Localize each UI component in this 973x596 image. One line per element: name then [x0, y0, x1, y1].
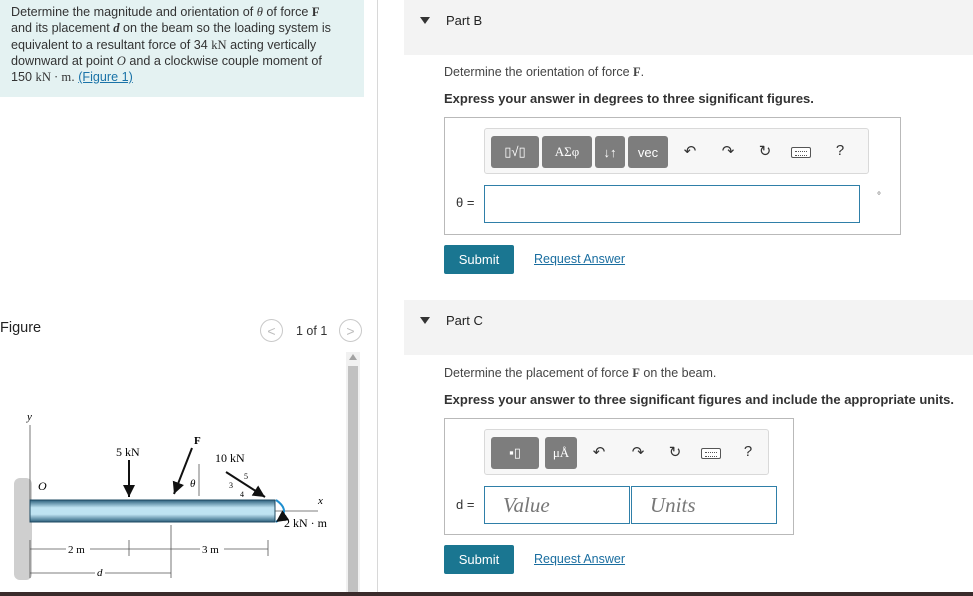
value-placeholder: Value	[503, 493, 550, 517]
vector-button[interactable]: vec	[628, 136, 668, 168]
units-input[interactable]	[631, 486, 777, 524]
beam	[30, 500, 275, 522]
unit-kN: kN	[211, 37, 227, 52]
beam-diagram	[0, 400, 345, 592]
problem-text: acting vertically	[226, 37, 317, 52]
force-F-symbol: F	[311, 5, 320, 19]
reset-icon[interactable]: ↻	[758, 143, 772, 160]
problem-text: .	[71, 70, 79, 85]
slope-4-label: 4	[240, 490, 244, 499]
greek-symbols-button[interactable]: ΑΣφ	[542, 136, 592, 168]
dim-3m-label: 3 m	[202, 544, 219, 556]
slope-3-label: 3	[229, 481, 233, 490]
problem-text: and its placement	[11, 21, 114, 36]
force-F-label: F	[194, 435, 201, 447]
part-c-request-answer-link[interactable]: Request Answer	[534, 552, 626, 566]
value-input[interactable]	[484, 486, 630, 524]
force-F-symbol: F	[633, 65, 641, 79]
part-c-label: Part C	[446, 313, 483, 328]
problem-text: on the beam so the loading system is	[119, 21, 331, 36]
force-5kN-label: 5 kN	[116, 445, 140, 459]
figure-link[interactable]: (Figure 1)	[78, 70, 133, 85]
figure-scrollbar[interactable]	[346, 352, 360, 596]
reset-icon[interactable]: ↻	[668, 444, 682, 461]
undo-icon[interactable]: ↶	[592, 444, 606, 461]
figure-prev-button[interactable]: <	[260, 319, 283, 342]
part-b-prompt	[444, 65, 644, 80]
theta-label: θ	[190, 478, 196, 490]
problem-text: 150	[11, 70, 36, 85]
part-b-submit-button[interactable]: Submit	[444, 245, 514, 274]
force-10kN-label: 10 kN	[215, 451, 245, 465]
help-icon[interactable]: ?	[835, 142, 845, 159]
units-placeholder: Units	[650, 493, 696, 517]
redo-icon[interactable]: ↷	[721, 143, 735, 160]
dim-d-label: d	[97, 567, 103, 579]
origin-label: O	[38, 479, 47, 493]
templates-button[interactable]: ▯√▯	[491, 136, 539, 168]
problem-text: equivalent to a resultant force of 34	[11, 37, 212, 52]
d-symbol: d	[113, 21, 120, 36]
theta-symbol: θ	[256, 5, 263, 19]
prompt-text: on the beam.	[639, 366, 717, 380]
theta-variable-label: θ =	[456, 195, 475, 210]
figure-count: 1 of 1	[296, 324, 328, 338]
couple-moment-label: 2 kN · m	[284, 516, 327, 530]
collapse-caret-icon[interactable]	[420, 317, 430, 324]
column-divider	[377, 0, 378, 596]
redo-icon[interactable]: ↷	[631, 444, 645, 461]
prompt-text: Determine the orientation of force	[444, 65, 633, 79]
help-icon[interactable]: ?	[743, 443, 753, 460]
part-b-label: Part B	[446, 13, 483, 28]
keyboard-icon[interactable]	[791, 147, 811, 158]
problem-text: and a clockwise couple moment of	[125, 53, 322, 68]
problem-statement	[0, 0, 364, 97]
part-c-header[interactable]	[404, 300, 973, 355]
keyboard-icon[interactable]	[701, 448, 721, 459]
part-b-answer-box	[444, 117, 901, 235]
y-axis-label: y	[27, 411, 32, 423]
templates-button[interactable]: ▪▯	[491, 437, 539, 469]
problem-text: Determine the magnitude and orientation of	[11, 5, 257, 19]
part-c-prompt	[444, 366, 716, 381]
part-b-request-answer-link[interactable]: Request Answer	[534, 252, 626, 266]
bottom-border	[0, 592, 973, 596]
theta-answer-input[interactable]	[484, 185, 860, 223]
force-F-symbol: F	[632, 366, 640, 380]
wall-support	[14, 478, 32, 580]
figure-next-button[interactable]: >	[339, 319, 362, 342]
part-b-header[interactable]	[404, 0, 973, 55]
d-variable-label: d =	[456, 497, 475, 512]
point-O-symbol: O	[116, 53, 126, 68]
scroll-up-arrow-icon[interactable]	[349, 354, 357, 360]
x-axis-label: x	[318, 495, 323, 507]
scrollbar-thumb[interactable]	[348, 366, 358, 596]
prompt-text: .	[640, 65, 645, 79]
degree-unit-label: °	[877, 191, 881, 202]
units-toolbar	[484, 429, 769, 475]
undo-icon[interactable]: ↶	[683, 143, 697, 160]
part-c-answer-box	[444, 418, 794, 535]
dim-2m-label: 2 m	[68, 544, 85, 556]
collapse-caret-icon[interactable]	[420, 17, 430, 24]
part-b-instruction: Express your answer in degrees to three significant figures.	[444, 91, 814, 106]
part-c-submit-button[interactable]: Submit	[444, 545, 514, 574]
math-toolbar	[484, 128, 869, 174]
problem-text: of force	[262, 5, 312, 19]
slope-5-label: 5	[244, 472, 248, 481]
prompt-text: Determine the placement of force	[444, 366, 633, 380]
part-c-instruction: Express your answer to three significant figures and include the appropriate units.	[444, 392, 954, 407]
figure-title: Figure	[0, 320, 42, 336]
problem-text: downward at point	[11, 53, 117, 68]
units-symbols-button[interactable]: μÅ	[545, 437, 577, 469]
unit-kNm: kN · m	[35, 70, 72, 85]
arrows-button[interactable]: ↓↑	[595, 136, 625, 168]
